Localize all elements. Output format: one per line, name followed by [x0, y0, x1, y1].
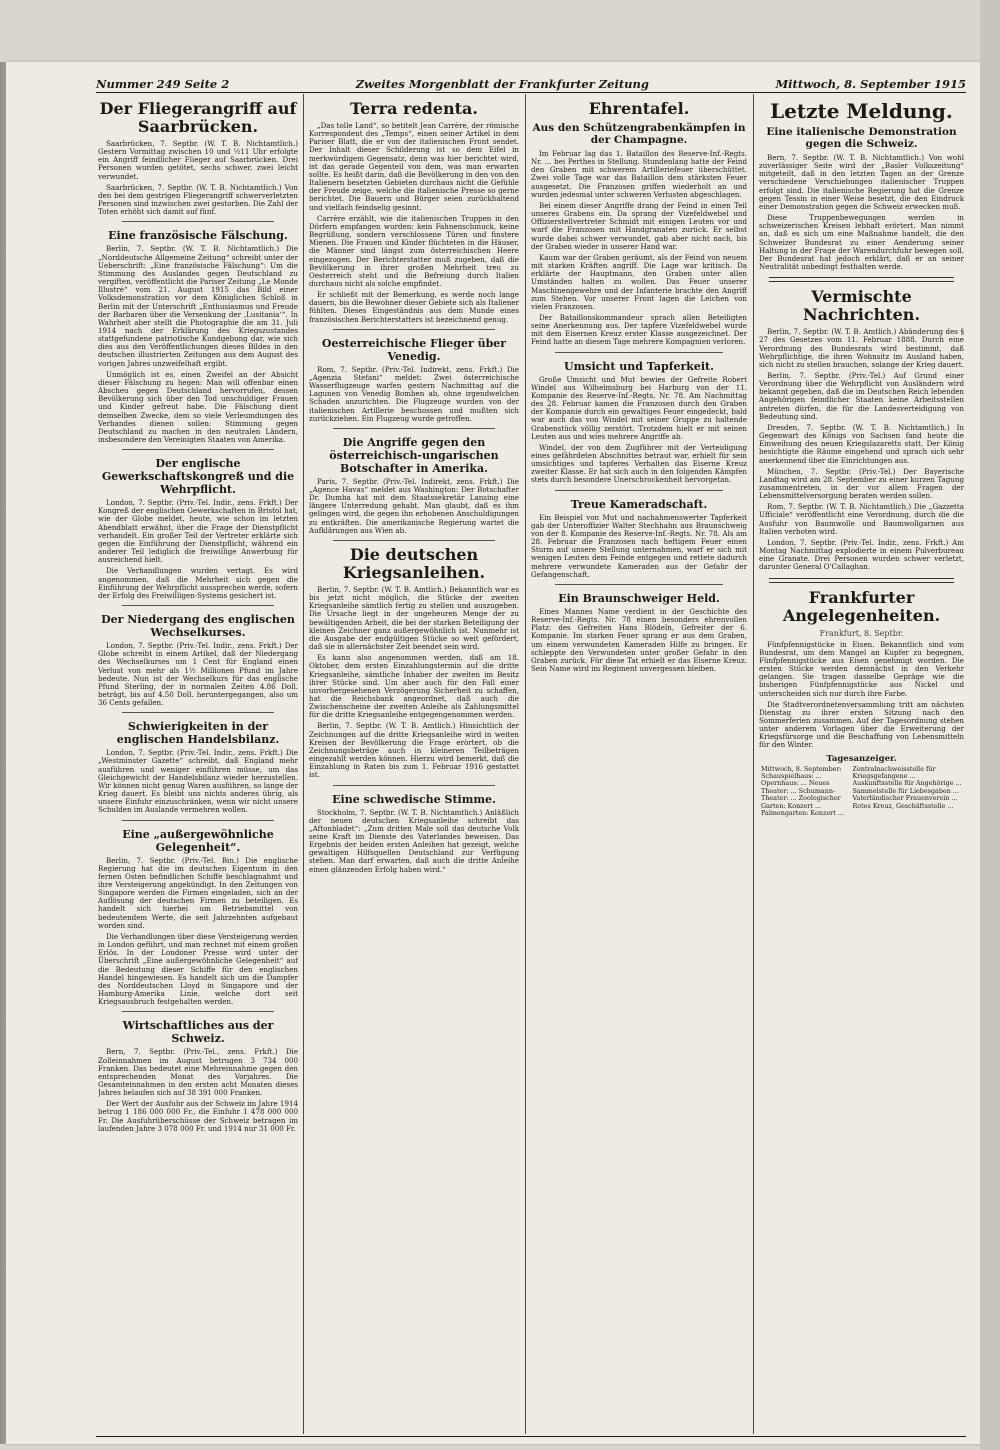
article-paragraph: Ein Beispiel von Mut und nachahmenswerter Tapferkeit gab der Unteroffizier Walter Stechhahn aus Braunschweig von der 8. Kompanie des Reserve-Inf.-Regts. Nr. 78. Als am 28. Februar die Franzosen nach heftigem Feuer einen Sturm auf unsere Stellung unternahmen, warf er sich mit wenigen Leuten dem Feinde entgegen und rettete dadurch mehrere verwundete Kameraden aus der Gefahr der Gefangenschaft.	[531, 512, 747, 579]
article-paragraph: Berlin, 7. Septbr. (W. T. B. Amtlich.) Bekanntlich war es bis jetzt nicht möglich, die Stücke der zweiten Kriegsanleihe sämtlich fertig zu stellen und auszugeben. Die Ursache liegt in der ungeheuren Menge der zu bewältigenden Arbeit, die bei der starken Beteiligung der kleinen Zeichner ganz außergewöhnlich ist. Nunmehr ist die Ausgabe der endgültigen Stücke so weit gefördert, daß sie in allernächster Zeit beendet sein wird.	[309, 584, 519, 652]
headline: Vermischte Nachrichten.	[802, 287, 921, 325]
headline: Der englische Gewerkschaftskongreß und die Wehrpflicht.	[101, 457, 295, 497]
article-paragraph: München, 7. Septbr. (Priv.-Tel.) Der Bayerische Landtag wird am 28. September zu einer kurzen Tagung zusammentreten, in der vor allem Fragen der Lebensmittelversorgung beraten werden sollen.	[759, 466, 964, 501]
column-divider	[525, 94, 526, 1434]
article-paragraph: Bei einem dieser Angriffe drang der Feind in einen Teil unseres Grabens ein. Da sprang der Vizefeldwebel und Offizierstellvertreter Schmidt mit einigen Leuten vor und warf die Franzosen mit Handgranaten zurück. Er selbst wurde dabei schwer verwundet, gab aber nicht nach, bis der Graben wieder in unserer Hand war.	[531, 200, 747, 251]
article-divider	[122, 712, 274, 713]
article-divider	[333, 428, 495, 429]
dateline: Frankfurt, 8. Septbr.	[819, 628, 904, 638]
listings-heading: Tagesanzeiger.	[826, 753, 897, 764]
column-3	[531, 96, 747, 1436]
headline: Terra redenta.	[350, 99, 478, 118]
headline: Die deutschen Kriegsanleihen.	[342, 544, 486, 582]
headline: Der Niedergang des englischen Wechselkurses.	[101, 613, 295, 640]
article-paragraph: Stockholm, 7. Septbr. (W. T. B. Nichtamtlich.) Anläßlich der neuen deutschen Kriegsanleihe schreibt das „Aftonbladet“: „Zum dritten Male soll das deutsche Volk seine Kraft im Dienste des Vaterlandes beweisen. Das Ergebnis der beiden ersten Anleihen hat gezeigt, welche gewaltigen Hilfsquellen Deutschland zur Verfügung stehen. Man darf erwarten, daß auch die dritte Anleihe einen glänzenden Erfolg haben wird.“	[309, 807, 519, 874]
article-paragraph: Saarbrücken, 7. Septbr. (W. T. B. Nichtamtlich.) Von den bei dem gestrigen Fliegerangriff schwerverletzten Personen sind inzwischen zwei gestorben. Die Zahl der Toten erhöht sich damit auf fünf.	[98, 182, 298, 217]
article-paragraph: Berlin, 7. Septbr. (Priv.-Tel.) Auf Grund einer Verordnung über die Wehrpflicht von Ausländern wird bekannt gegeben, daß die im Deutschen Reich lebenden Angehörigen feindlicher Staaten keine Arbeitsstellen antreten dürfen, die für die Landesverteidigung von Bedeutung sind.	[759, 370, 964, 421]
article-divider	[555, 584, 723, 585]
article-paragraph: Rom, 7. Septbr. (W. T. B. Nichtamtlich.) Die „Gazzetta Ufficiale“ veröffentlicht eine Verordnung, durch die die Ausfuhr von Baumwolle und Baumwollgarnen aus Italien verboten wird.	[759, 502, 964, 536]
article-paragraph: Paris, 7. Septbr. (Priv.-Tel. Indirekt, zens. Frkft.) Die „Agence Havas“ meldet aus Washington: Der Botschafter Dr. Dumba hat mit dem Staatssekretär Lansing eine längere Unterredung gehabt. Man glaubt, daß es ihm gelingen wird, die gegen ihn erhobenen Anschuldigungen zu entkräften. Die amerikanische Regierung wartet die Aufklärungen aus Wien ab.	[309, 476, 519, 535]
article-paragraph: Die Verhandlungen wurden vertagt. Es wird angenommen, daß die Mehrheit sich gegen die Einführung der Wehrpflicht aussprechen werde, sofern der Erfolg des Freiwilligen-Systems gesichert ist.	[98, 566, 298, 600]
article-paragraph: Dresden, 7. Septbr. (W. T. B. Nichtamtlich.) In Gegenwart des Königs von Sachsen fand heute die Einweihung des neuen Kriegslazaretts statt. Der König besichtigte die Räume eingehend und sprach sich sehr anerkennend über die Einrichtungen aus.	[759, 422, 964, 465]
article-paragraph: Es kann also angenommen werden, daß am 18. Oktober, dem ersten Einzahlungstermin auf die dritte Kriegsanleihe, sämtliche Inhaber der zweiten im Besitz ihrer Stücke sind. Um aber auch für den Fall einer unvorhergesehenen Verzögerung Sicherheit zu schaffen, hat die Reichsbank angeordnet, daß auch die Zwischenscheine der zweiten Anleihe als Zahlungsmittel für die dritte Kriegsanleihe entgegengenommen werden.	[309, 653, 519, 720]
headline: Schwierigkeiten in der englischen Handelsbilanz.	[116, 720, 280, 747]
article-paragraph: Große Umsicht und Mut bewies der Gefreite Robert Windel aus Wilhelmsburg bei Harburg von der 11. Kompanie des Reserve-Inf.-Regts. Nr. 78. Am Nachmittag des 28. Februar kamen die Franzosen durch den Graben der Kompanie durch ein gewaltiges Feuer eingedeckt, bald war auch das von Windel mit seiner Gruppe zu haltende Grabenstück völlig zerstört. Trotzdem hielt er mit seinen Leuten aus und wies mehrere Angriffe ab.	[531, 374, 747, 441]
article-paragraph: Berlin, 7. Septbr. (W. T. B. Amtlich.) Hinsichtlich der Zeichnungen auf die dritte Kriegsanleihe wird in weiten Kreisen der Bevölkerung die Frage erörtert, ob die Zeichnungsbeträge auch in kleineren Teilbeträgen eingezahlt werden können. Hierzu wird bemerkt, daß die Einzahlung in Raten bis zum 1. Februar 1916 gestattet ist.	[309, 721, 519, 780]
article-divider	[555, 352, 723, 353]
subheadline: Eine italienische Demonstration gegen die Schweiz.	[766, 126, 957, 150]
headline: Ein Braunschweiger Held.	[558, 591, 720, 605]
article-paragraph: „Das tolle Land“, so betitelt Jean Carrère, der römische Korrespondent des „Temps“, einen seiner Artikel in dem Pariser Blatt, die er von der italienischen Front sendet. Der Inhalt dieser Schilderung ist so dem Eifel in merkwürdigem Gegensatz, denn was hier berichtet wird, ist das gerade Gegenteil von dem, was man erwarten sollte. Es heißt darin, daß die Bevölkerung in den von den Italienern besetzten Gebieten durchaus nicht die Gefühle der Freude zeige, welche die italienische Presse so gerne berichtet. Die Bauern und Bürger seien zurückhaltend und vielfach feindselig gesinnt.	[309, 121, 519, 212]
headline: Letzte Meldung.	[770, 99, 953, 123]
article-divider	[122, 605, 274, 606]
headline: Umsicht und Tapferkeit.	[564, 359, 714, 373]
article-paragraph: Im Februar lag das 1. Bataillon des Reserve-Inf.-Regts. Nr. ... bei Perthes in Stellung. Stundenlang hatte der Feind den Graben mit schwerem Artilleriefeuer überschüttet. Zwei volle Tage war das Bataillon dem stärksten Feuer ausgesetzt. Die Franzosen griffen wiederholt an und wurden jedesmal unter schweren Verlusten abgeschlagen.	[531, 149, 747, 199]
article-divider	[122, 820, 274, 821]
column-divider	[303, 94, 304, 1434]
page-number: Nummer 249 Seite 2	[96, 77, 230, 91]
article-paragraph: Berlin, 7. Septbr. (W. T. B. Nichtamtlich.) Die „Norddeutsche Allgemeine Zeitung“ schreibt unter der Ueberschrift: „Eine französische Fälschung“: Um die Stimmung des Auslandes gegen Deutschland zu vergiften, veröffentlicht die Pariser Zeitung „Le Monde Illustré“ vom 21. August 1915 das Bild einer Volksdemonstration vor dem Königlichen Schloß in Berlin mit der Unterschrift „Enthusiasmus und Freude der Barbaren über die Versenkung der ‚Lusitania‘“. In Wahrheit aber stellt die Photographie die am 31. Juli 1914 nach der Erklärung des Kriegszustandes stattgefundene patriotische Kundgebung dar, wie sich dies aus den Veröffentlichungen dieses Bildes in den deutschen illustrierten Zeitungen aus dem August des vorigen Jahres unzweifelhaft ergibt.	[98, 244, 298, 368]
listings-left: Mittwoch, 8. September: Schauspielhaus: ... Opernhaus: ... Neues Theater: ... Schumann-Theater: ... Zoologischer Garten: Konzert ... Palmengarten: Konzert ...	[761, 764, 844, 818]
headline: Der Fliegerangriff auf Saarbrücken.	[99, 99, 297, 136]
article-paragraph: Berlin, 7. Septbr. (Priv.-Tel. Bin.) Die englische Regierung hat die im deutschen Eigentum in den fernen Osten befindlichen Schiffe beschlagnahmt und ihre Versteigerung angekündigt. In den Zeitungen von Singapore werden die Firmen eingeladen, sich an der Auflösung der deutschen Firmen zu beteiligen. Es handelt sich hierbei um Betriebsmittel von bedeutendem Werte, die seit Jahrzehnten aufgebaut worden sind.	[98, 855, 298, 930]
column-divider	[753, 94, 754, 1434]
headline: Eine französische Fälschung.	[108, 229, 288, 243]
article-paragraph: Diese Truppenbewegungen werden in schweizerischen Kreisen lebhaft erörtert. Man nimmt an, daß es sich um eine Maßnahme handelt, die den Schweizer Bundesrat zu einer Aenderung seiner Haltung in der Frage der Warendurchfuhr bewegen soll. Der Bundesrat hat jedoch erklärt, daß er an seiner Neutralität unbedingt festhalten werde.	[759, 213, 964, 272]
article-divider	[333, 540, 495, 541]
article-paragraph: Saarbrücken, 7. Septbr. (W. T. B. Nichtamtlich.) Gestern Vormittag zwischen 10 und ½11 Uhr erfolgte ein Angriff feindlicher Flieger auf Saarbrücken. Drei Personen wurden getötet, sechs schwer, zwei leicht verwundet.	[98, 139, 298, 181]
article-paragraph: London, 7. Septbr. (Priv.-Tel. Indir., zens. Frkft.) Die „Westminster Gazette“ schreibt, daß England mehr ausführen und weniger einführen müsse, um das Gleichgewicht der Handelsbilanz wieder herzustellen. Wir können nicht genug Waren ausführen, so lange der Krieg dauert. Es bleibt uns nichts anderes übrig, als unsere Einfuhr einzuschränken, wenn wir nicht unsere Schulden im Auslande vermehren wollen.	[98, 748, 298, 815]
article-paragraph: Die Stadtverordnetenversammlung tritt am nächsten Dienstag zu ihrer ersten Sitzung nach den Sommerferien zusammen. Auf der Tagesordnung stehen unter anderem Vorlagen über die Erweiterung der Kriegsfürsorge und die Beschaffung von Lebensmitteln für den Winter.	[759, 699, 964, 750]
article-paragraph: Fünfpfennigstücke in Eisen. Bekanntlich sind vom Bundesrat, um dem Mangel an Kupfer zu begegnen, Fünfpfennigstücke aus Eisen genehmigt worden. Die ersten Stücke werden demnächst in den Verkehr gelangen. Sie tragen dasselbe Gepräge wie die bisherigen Fünfpfennigstücke aus Nickel und unterscheiden sich nur durch ihre Farbe.	[759, 639, 964, 698]
masthead	[96, 76, 966, 92]
headline: Die Angriffe gegen den österreichisch-ungarischen Botschafter in Amerika.	[329, 435, 499, 475]
article-paragraph: Bern, 7. Septbr. (W. T. B. Nichtamtlich.) Von wohl zuverlässiger Seite wird der „Basler Volkszeitung“ mitgeteilt, daß in den letzten Tagen an der Grenze verschiedene Verschiebungen italienischer Truppen erfolgt sind. Die italienische Regierung hat die Grenze gegen Tessin in einer Weise besetzt, die den Eindruck einer Demonstration gegen die Schweiz erwecken muß.	[759, 153, 964, 211]
article-paragraph: Die Verhandlungen über diese Versteigerung werden in London geführt, und man rechnet mit einem großen Erlös. In der Londoner Presse wird unter der Überschrift „Eine außergewöhnliche Gelegenheit“ auf die Bedeutung dieser Schiffe für den englischen Handel hingewiesen. Es handelt sich um die Dampfer des Norddeutschen Lloyd in Singapore und der Hamburg-Amerika Linie, welche dort seit Kriegsausbruch festgehalten werden.	[98, 931, 298, 1007]
scan-edge	[980, 0, 1000, 1450]
article-paragraph: Bern, 7. Septbr. (Priv.-Tel., zens. Frkft.) Die Zolleinnahmen im August betrugen 3 734 000 Franken. Das bedeutet eine Mehreinnahme gegen den entsprechenden Monat des Vorjahres. Die Gesamteinnahmen in den ersten acht Monaten dieses Jahres belaufen sich auf 38 391 000 Franken.	[98, 1047, 298, 1098]
headline: Eine schwedische Stimme.	[332, 792, 496, 806]
article-divider	[333, 785, 495, 786]
column-2	[309, 96, 519, 1436]
article-paragraph: Rom, 7. Septbr. (Priv.-Tel. Indirekt, zens. Frkft.) Die „Agenzia Stefani“ meldet: Zwei österreichische Wasserflugzeuge warfen gestern Nachmittag auf die Lagunen von Venedig Bomben ab, ohne irgendwelchen Schaden anzurichten. Die Flugzeuge wurden von der italienischen Artillerie beschossen und mußten sich zurückziehen. Ein Flugzeug wurde getroffen.	[309, 364, 519, 423]
column-1	[98, 96, 298, 1436]
article-paragraph: Windel, der von dem Zugführer mit der Verteidigung eines gefährdeten Abschnittes betraut war, erhielt für sein umsichtiges und tapferes Verhalten das Eiserne Kreuz zweiter Klasse. Er hat sich auch in den folgenden Kämpfen stets durch besondere Unerschrockenheit hervorgetan.	[531, 442, 747, 485]
section-divider	[769, 578, 954, 583]
article-paragraph: London, 7. Septbr. (Priv.-Tel. Indir., zens. Frkft.) Der Globe schreibt in einem Artikel, daß der Niedergang des Wechselkurses um 1 Cent für England einen Verlust von mehr als 1½ Millionen Pfund im Jahre bedeute. Nun ist der Wechselkurs für das englische Pfund Sterling, der in normalen Zeiten 4.86 Doll. beträgt, bis auf 4.50 Doll. heruntergegangen, also um 36 Cents gefallen.	[98, 641, 298, 708]
column-4	[759, 96, 964, 1436]
newspaper-title: Zweites Morgenblatt der Frankfurter Zeitung	[355, 77, 649, 91]
article-paragraph: London, 7. Septbr. (Priv.-Tel. Indir., zens. Frkft.) Der Kongreß der englischen Gewerkschaften in Bristol hat, wie der Globe meldet, heute, wie schon im letzten Abendblatt erwähnt, über die Frage der Dienstpflicht verhandelt. Ein großer Teil der Vertreter erklärte sich gegen die Einführung der Dienstpflicht, während ein anderer Teil lediglich die freiwillige Anwerbung für ausreichend hielt.	[98, 498, 298, 565]
headline: Oesterreichische Flieger über Venedig.	[321, 336, 507, 363]
article-divider	[122, 221, 274, 222]
headline: Ehrentafel.	[588, 99, 690, 118]
article-paragraph: Eines Mannes Name verdient in der Geschichte des Reserve-Inf.-Regts. Nr. 78 einen besonders ehrenvollen Platz: des Gefreiten Hans Blödeln, Gefreiter der 6. Kompanie. Im starken Feuer sprang er aus dem Graben, um einem verwundeten Kameraden Hilfe zu bringen. Er schleppte den Verwundeten unter großer Gefahr in den Graben zurück. Für diese Tat erhielt er das Eiserne Kreuz. Sein Name wird im Regiment unvergessen bleiben.	[531, 606, 747, 673]
article-paragraph: Unmöglich ist es, einen Zweifel an der Absicht dieser Fälschung zu hegen: Man will offenbar einen Abscheu gegen Deutschland hervorrufen, dessen Bevölkerung sich über den Tod unschuldiger Frauen und Kinder gefreut habe. Die Fälschung dient demselben Zwecke, dem so viele Verleumdungen des Verbandes dienen sollen: Stimmung gegen Deutschland zu machen in den neutralen Ländern, insbesondere den Vereinigten Staaten von Amerika.	[98, 369, 298, 444]
headline: Eine „außergewöhnliche Gelegenheit“.	[122, 827, 274, 854]
issue-date: Mittwoch, 8. September 1915	[775, 77, 966, 91]
listings-table	[759, 766, 964, 818]
article-paragraph: Berlin, 7. Septbr. (W. T. B. Amtlich.) Abänderung des § 27 des Gesetzes vom 11. Februar 1888. Durch eine Verordnung des Bundesrats wird bestimmt, daß Wehrpflichtige, die ihren Wohnsitz im Ausland haben, sich nicht zu stellen brauchen, solange der Krieg dauert.	[759, 327, 964, 369]
article-paragraph: Er schließt mit der Bemerkung, es werde noch lange dauern, bis die Bewohner dieser Gebiete sich als Italiener fühlten. Dieses Eingeständnis aus dem Munde eines französischen Berichterstatters ist bezeichnend genug.	[309, 290, 519, 324]
headline: Treue Kameradschaft.	[570, 497, 708, 511]
article-paragraph: Kaum war der Graben geräumt, als der Feind von neuem mit starken Kräften angriff. Die Lage war kritisch. Da erklärte der Hauptmann, den Graben unter allen Umständen halten zu wollen. Das Feuer unserer Maschinengewehre und der Infanterie brachte den Angriff zum Stehen. Vor unserer Front lagen die Leichen von vielen Franzosen.	[531, 252, 747, 311]
article-divider	[555, 490, 723, 491]
headline: Wirtschaftliches aus der Schweiz.	[122, 1019, 274, 1046]
footer-rule	[96, 1436, 966, 1437]
article-divider	[122, 1011, 274, 1012]
section-divider	[769, 277, 954, 282]
article-paragraph: Der Wert der Ausfuhr aus der Schweiz im Jahre 1914 betrug 1 186 000 000 Fr., die Einfuhr 1 478 000 000 Fr. Die Ausfuhrüberschüsse der Schweiz betragen im laufenden Jahre 3 078 000 Fr. und 1914 nur 31 000 Fr.	[98, 1099, 298, 1133]
subheadline: Aus den Schützengrabenkämpfen in der Champagne.	[532, 122, 746, 146]
article-paragraph: London, 7. Septbr. (Priv.-Tel. Indir., zens. Frkft.) Am Montag Nachmittag explodierte in einem Pulverbureau eine Granate. Drei Personen wurden schwer verletzt, darunter General O'Callaghan.	[759, 537, 964, 572]
article-divider	[333, 329, 495, 330]
article-paragraph: Der Bataillonskommandeur sprach allen Beteiligten seine Anerkennung aus. Der tapfere Vizefeldwebel wurde mit dem Eisernen Kreuz erster Klasse ausgezeichnet. Der Feind hatte an diesem Tage mehrere Kompagnien verloren.	[531, 312, 747, 347]
headline: Frankfurter Angelegenheiten.	[782, 587, 941, 625]
masthead-rule	[96, 92, 966, 93]
listings-right: Zentralnachweisstelle für Kriegsgefangene ... Auskunftsstelle für Angehörige ... Sammelstelle für Liebesgaben ... Vaterländischer Frauenverein ... Rotes Kreuz, Geschäftsstelle ...	[852, 764, 962, 810]
article-divider	[122, 449, 274, 450]
article-paragraph: Carrère erzählt, wie die italienischen Truppen in den Dörfern empfangen wurden: kein Fahnenschmuck, keine Begrüßung, sondern verschlossene Türen und finstere Mienen. Die Frauen und Kinder flüchteten in die Häuser, die Männer sind längst zum österreichischen Heere eingezogen. Der Berichterstatter muß zugeben, daß die Bevölkerung in ihrer großen Mehrheit treu zu Oesterreich steht und die Befreiung durch Italien durchaus nicht als solche empfindet.	[309, 213, 519, 288]
